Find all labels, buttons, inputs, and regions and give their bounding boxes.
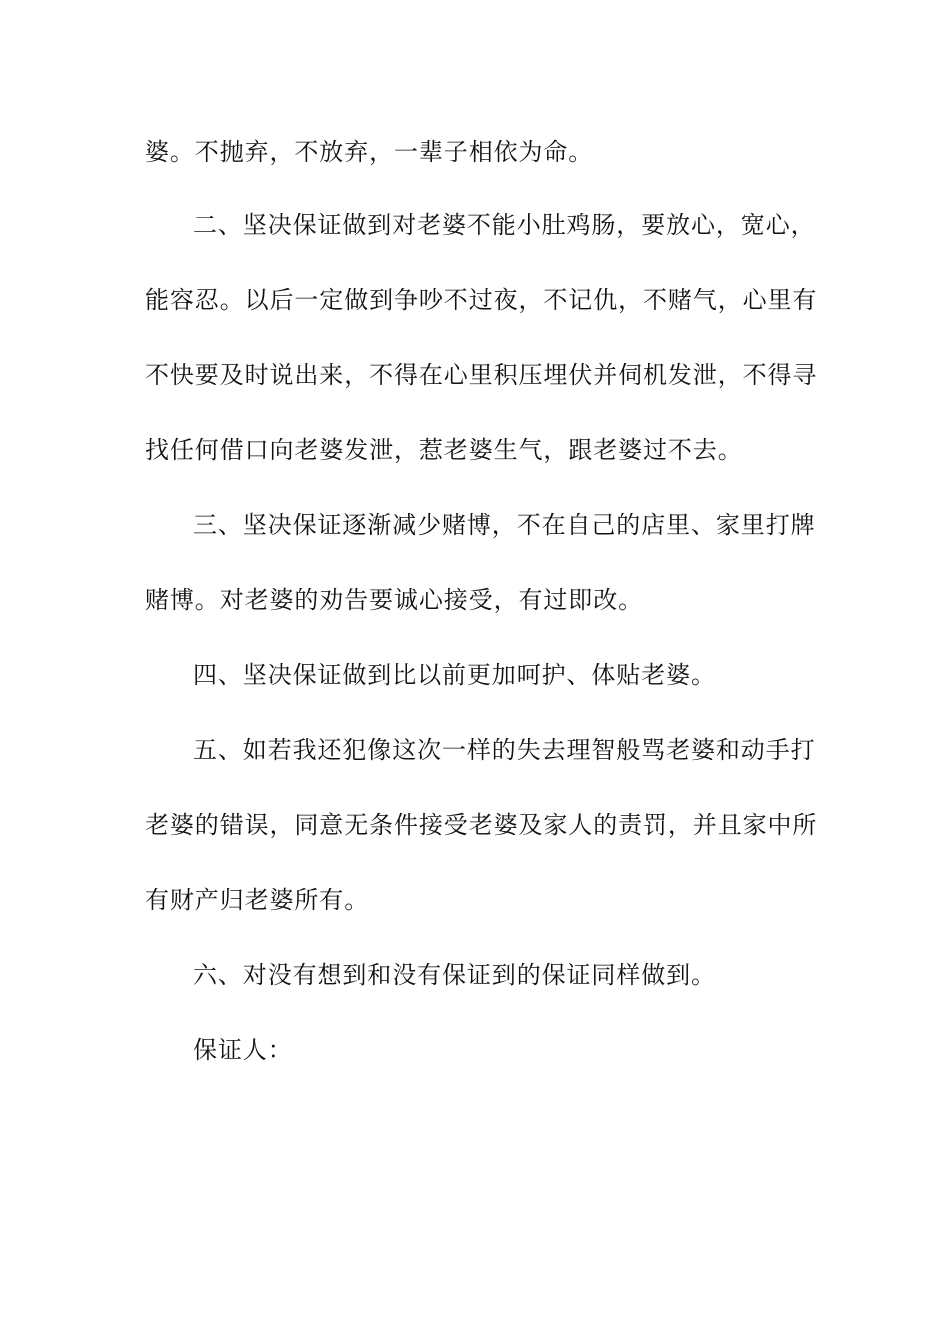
- text-line: 不快要及时说出来，不得在心里积压埋伏并伺机发泄，不得寻: [145, 361, 818, 389]
- text-line: 找任何借口向老婆发泄，惹老婆生气，跟老婆过不去。: [145, 436, 743, 464]
- signer-label: 保证人：: [193, 1036, 293, 1064]
- text-line: 婆。不抛弃，不放弃，一辈子相依为命。: [145, 138, 594, 166]
- text-line: 能容忍。以后一定做到争吵不过夜，不记仇，不赌气，心里有: [145, 286, 818, 314]
- clause-3-line: 三、坚决保证逐渐减少赌博，不在自己的店里、家里打牌: [193, 511, 816, 539]
- clause-4-line: 四、坚决保证做到比以前更加呵护、体贴老婆。: [193, 661, 716, 689]
- clause-5-line: 五、如若我还犯像这次一样的失去理智般骂老婆和动手打: [193, 736, 816, 764]
- text-line: 赌博。对老婆的劝告要诚心接受，有过即改。: [145, 586, 643, 614]
- text-line: 有财产归老婆所有。: [145, 886, 370, 914]
- clause-2-line: 二、坚决保证做到对老婆不能小肚鸡肠，要放心，宽心，: [193, 211, 816, 239]
- text-line: 老婆的错误，同意无条件接受老婆及家人的责罚，并且家中所: [145, 811, 818, 839]
- clause-6-line: 六、对没有想到和没有保证到的保证同样做到。: [193, 961, 716, 989]
